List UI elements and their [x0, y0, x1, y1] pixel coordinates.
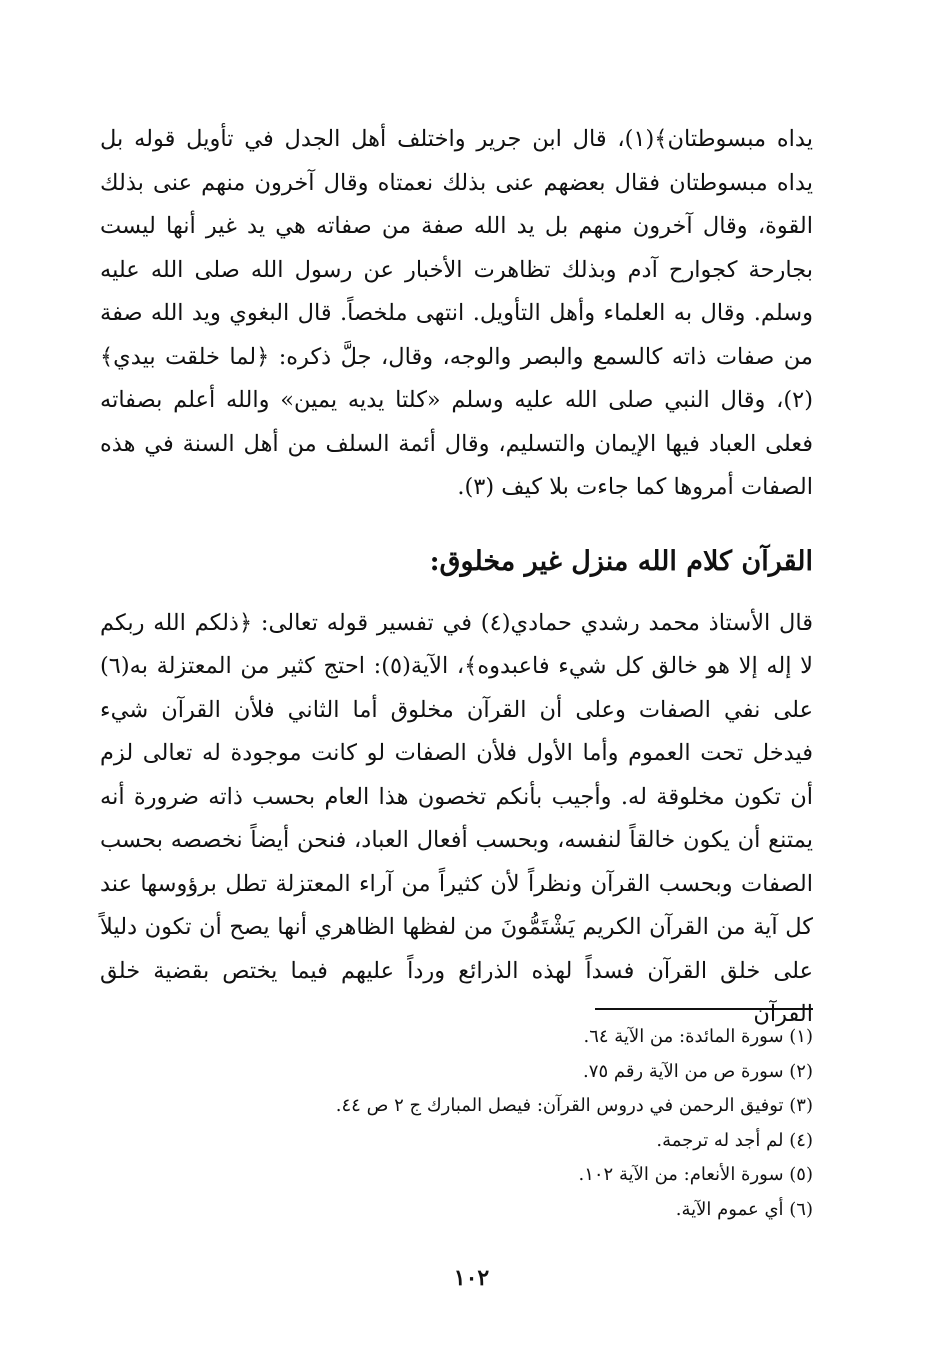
footnote-5: (٥) سورة الأنعام: من الآية ١٠٢. — [578, 1164, 813, 1185]
footnote-3: (٣) توفيق الرحمن في دروس القرآن: فيصل المبارك ج ٢ ص ٤٤. — [335, 1095, 813, 1116]
body-paragraph-2 — [100, 602, 813, 1037]
body-paragraph-1 — [100, 118, 813, 510]
footnote-2: (٢) سورة ص من الآية رقم ٧٥. — [583, 1060, 813, 1082]
footnote-6: (٦) أي عموم الآية. — [675, 1198, 813, 1220]
footnote-divider — [595, 1008, 813, 1010]
footnotes-list — [253, 1020, 813, 1227]
paragraph-text: يداه مبسوطتان﴾(١)، قال ابن جرير واختلف أهل الجدل في تأويل قوله بل يداه مبسوطتان فقال بعضهم عنى بذلك نعمتاه وقال آخرون منهم عنى بذلك القوة، وقال آخرون منهم بل يد الله صفة من صفاته هي يد غير أنها ليست بجارحة كجوارح آدم وبذلك تظاهرت الأخبار عن رسول الله صلى الله عليه وسلم. وقال به العلماء وأهل التأويل. انتهى ملخصاً. قال البغوي ويد الله صفة من صفات ذاته كالسمع والبصر والوجه، وقال، جلَّ ذكره: ﴿لما خلقت بيدي﴾(٢)، وقال النبي صلى الله عليه وسلم «كلتا يديه يمين» والله أعلم بصفاته فعلى العباد فيها الإيمان والتسليم، وقال أئمة السلف من أهل السنة في هذه الصفات أمروها كما جاءت بلا كيف (٣). — [100, 126, 813, 500]
page-number: ١٠٢ — [453, 1265, 490, 1291]
footnote-1: (١) سورة المائدة: من الآية ٦٤. — [583, 1026, 813, 1047]
page-body — [100, 118, 813, 1037]
section-heading: القرآن كلام الله منزل غير مخلوق: — [429, 545, 813, 577]
paragraph-text: قال الأستاذ محمد رشدي حمادي(٤) في تفسير قوله تعالى: ﴿ذلكم الله ربكم لا إله إلا هو خالق كل شيء فاعبدوه﴾، الآية(٥): احتج كثير من المعتزلة به(٦) على نفي الصفات وعلى أن القرآن مخلوق أما الثاني فلأن القرآن شيء فيدخل تحت العموم وأما الأول فلأن الصفات لو كانت موجودة له تعالى لزم أن تكون مخلوقة له. وأجيب بأنكم تخصون هذا العام بحسب ذاته ضرورة أنه يمتنع أن يكون خالقاً لنفسه، وبحسب أفعال العباد، فنحن أيضاً نخصصه بحسب الصفات وبحسب القرآن ونظراً لأن كثيراً من آراء المعتزلة تطل برؤوسها عند كل آية من القرآن الكريم يَشْتَمُّونَ من لفظها الظاهري أنها يصح أن تكون دليلاً على خلق القرآن فسداً لهذه الذرائع ورداً عليهم فيما يختص بقضية خلق القرآن — [100, 609, 814, 1027]
footnote-4: (٤) لم أجد له ترجمة. — [656, 1129, 813, 1151]
